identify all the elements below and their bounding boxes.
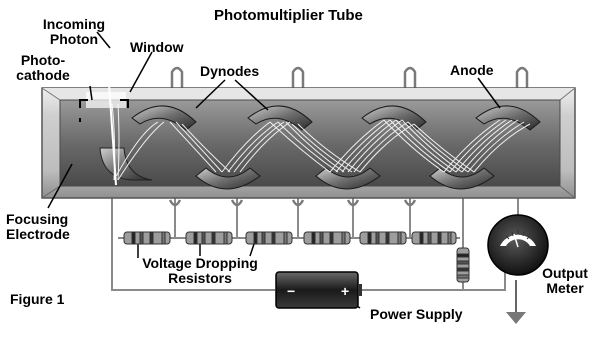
label-voltage-dropping-resistors: [130, 256, 270, 286]
power-supply-battery: [276, 272, 362, 308]
label-photocathode: [0, 53, 86, 83]
label-dynodes: Dynodes: [200, 63, 260, 79]
battery-negative: −: [287, 283, 296, 299]
label-photocathode-line2: cathode: [16, 67, 70, 83]
label-power-supply: Power Supply: [370, 306, 463, 322]
label-resistors-line1: Voltage Dropping: [142, 255, 258, 271]
label-output-meter: [530, 266, 600, 296]
battery-positive: +: [341, 283, 350, 299]
label-incoming-photon-line2: Photon: [49, 31, 99, 47]
diagram-title: Photomultiplier Tube: [214, 7, 363, 24]
label-resistors-line2: Resistors: [168, 270, 232, 286]
bottom-pins: [170, 200, 415, 205]
ground-arrow: [506, 280, 526, 324]
label-focusing-electrode: [6, 212, 70, 242]
label-photocathode-line1: Photo-: [20, 52, 66, 68]
label-incoming-photon-line1: Incoming: [42, 16, 106, 32]
label-focusing-electrode-line2: Electrode: [6, 226, 70, 242]
label-window: Window: [130, 39, 184, 55]
label-figure: Figure 1: [10, 291, 65, 307]
label-focusing-electrode-line1: Focusing: [6, 211, 69, 227]
label-output-meter-line2: Meter: [546, 280, 584, 296]
resistor-5: [360, 232, 406, 244]
label-anode: Anode: [450, 62, 494, 78]
label-output-meter-line1: Output: [542, 265, 588, 281]
label-incoming-photon: [34, 17, 114, 47]
resistor-3: [246, 232, 292, 244]
resistor-1: [124, 232, 170, 244]
resistor-7: [457, 248, 469, 282]
resistor-2: [186, 232, 232, 244]
resistor-4: [304, 232, 350, 244]
resistor-6: [412, 232, 456, 244]
